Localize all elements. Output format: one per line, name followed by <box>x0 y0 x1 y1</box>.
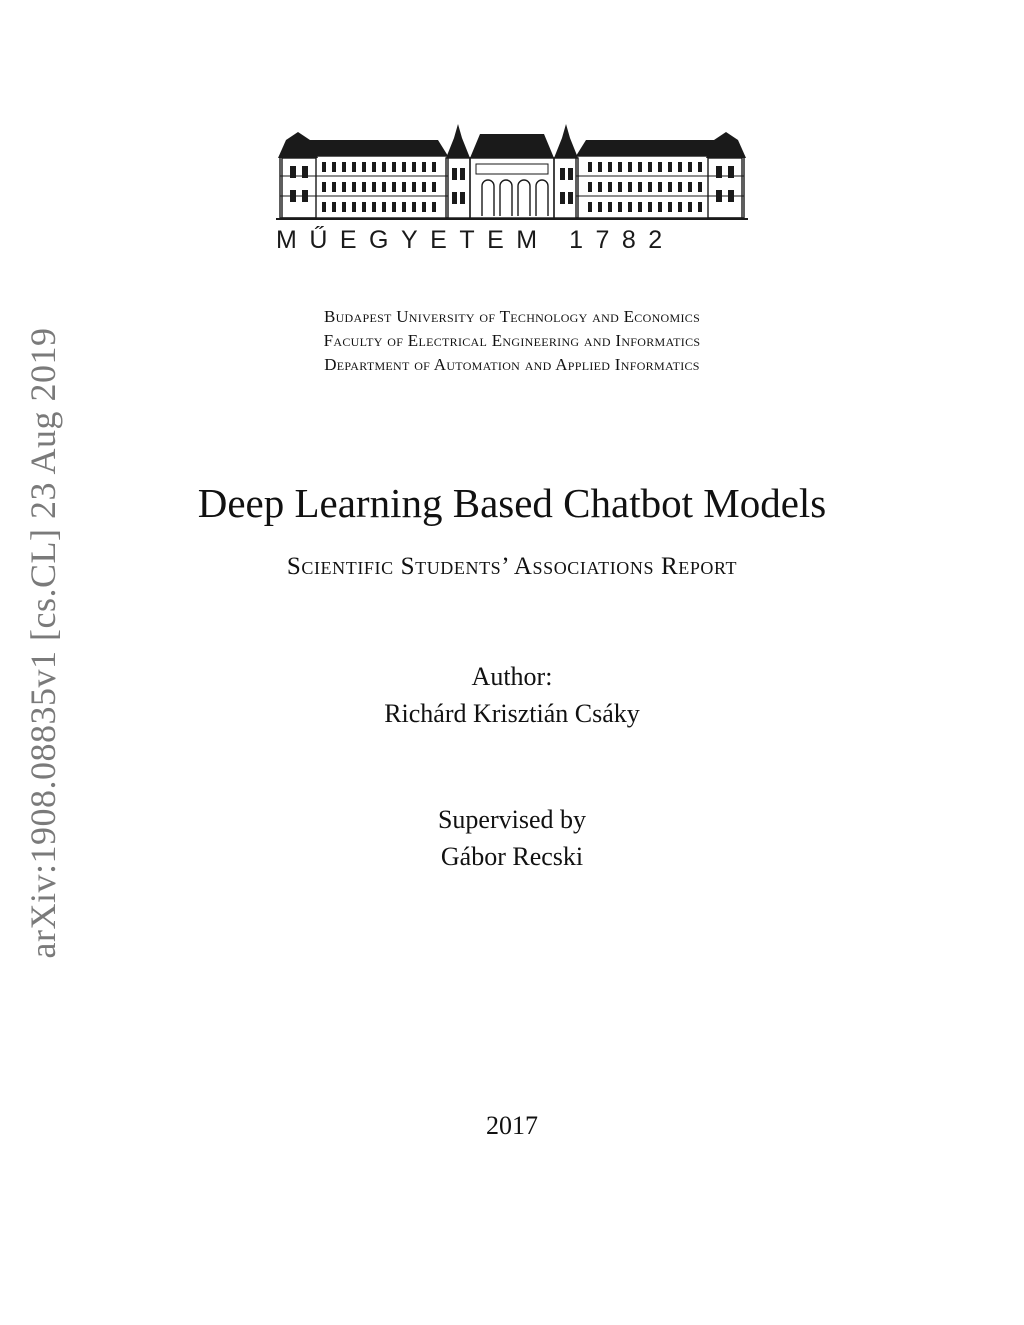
university-name: Budapest University of Technology and Economics <box>323 307 701 326</box>
arxiv-stamp: arXiv:1908.08835v1 [cs.CL] 23 Aug 2019 <box>23 327 63 959</box>
year: 2017 <box>486 1111 538 1140</box>
supervisor-block <box>0 801 1024 875</box>
institution-block <box>0 305 1024 377</box>
supervisor-name: Gábor Recski <box>440 842 584 871</box>
logo-wordmark <box>276 226 748 255</box>
author-label: Author: <box>471 662 553 691</box>
supervisor-label: Supervised by <box>437 805 587 834</box>
author-name: Richárd Krisztián Csáky <box>384 699 640 728</box>
department-name: Department of Automation and Applied Informatics <box>324 355 700 374</box>
author-block <box>0 658 1024 732</box>
logo-wordmark-text: MŰEGYETEM 1782 <box>276 226 675 254</box>
university-logo <box>276 118 748 258</box>
faculty-name: Faculty of Electrical Engineering and Informatics <box>323 331 701 350</box>
page-title: Deep Learning Based Chatbot Models <box>197 480 827 526</box>
report-subtitle: Scientific Students’ Associations Report <box>286 553 738 580</box>
university-building-icon <box>276 118 748 222</box>
